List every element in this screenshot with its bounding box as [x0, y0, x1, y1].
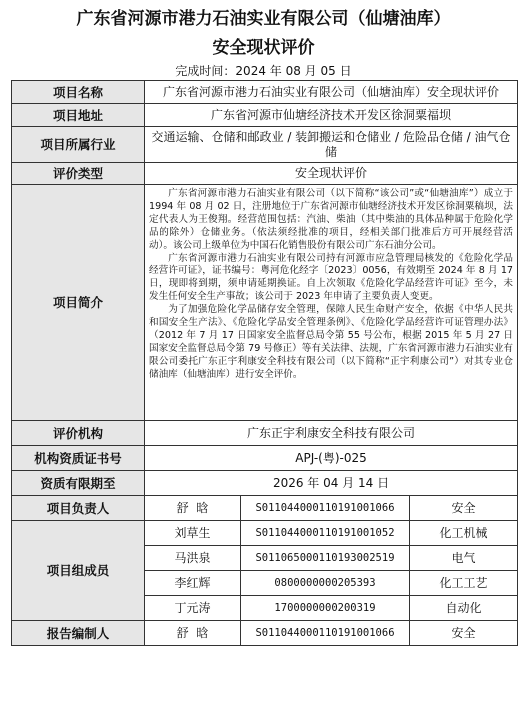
intro-paragraph: 广东省河源市港力石油实业有限公司持有河源市应急管理局核发的《危险化学品经营许可证》，证书编号：粤河危化经字〔2023〕0056，有效期至 2024 年 8 月 17 日，现即将到期，须申请延期换证。自上次领取《危险化学品经营许可证》至今，未发生任何安全生产事故；该公司于 2023 年申请了主要负责人变更。: [149, 252, 514, 303]
validity-label: 资质有限期至: [12, 471, 145, 496]
project-leader-label: 项目负责人: [12, 496, 145, 521]
person-field: 电气: [410, 546, 518, 571]
table-row: [12, 421, 518, 446]
project-name-value: 广东省河源市港力石油实业有限公司（仙塘油库）安全现状评价: [145, 81, 518, 104]
evaluation-type-value: 安全现状评价: [145, 163, 518, 185]
agency-label: 评价机构: [12, 421, 145, 446]
table-row: [12, 104, 518, 127]
project-members-label: 项目组成员: [12, 521, 145, 621]
project-intro-text: [145, 185, 518, 421]
person-name: 舒 晗: [145, 621, 241, 646]
agency-value: 广东正宇利康安全科技有限公司: [145, 421, 518, 446]
person-name: 刘草生: [145, 521, 241, 546]
person-name: 丁元涛: [145, 596, 241, 621]
person-name: 马洪泉: [145, 546, 241, 571]
person-name: 舒 晗: [145, 496, 241, 521]
table-row: [12, 185, 518, 421]
person-cert: S011044000110191001052: [241, 521, 410, 546]
person-cert: S011044000110191001066: [241, 496, 410, 521]
person-field: 化工工艺: [410, 571, 518, 596]
person-cert: S011044000110191001066: [241, 621, 410, 646]
evaluation-info-table: [11, 80, 518, 646]
table-row: [12, 127, 518, 163]
industry-value: 交通运输、仓储和邮政业 / 装卸搬运和仓储业 / 危险品仓储 / 油气仓储: [145, 127, 518, 163]
person-cert: 0800000000205393: [241, 571, 410, 596]
person-field: 化工机械: [410, 521, 518, 546]
table-row: [12, 446, 518, 471]
industry-label: 项目所属行业: [12, 127, 145, 163]
intro-paragraph: 广东省河源市港力石油实业有限公司（以下简称“该公司”或“仙塘油库”）成立于 1994 年 08 月 02 日，注册地位于广东省河源市仙塘经济技术开发区徐洞粟稿坝，法定代表人为王俊翔。经营范围包括：汽油、柴油（其中柴油的具体品种属于危险化学品的除外）仓储业务。（依法须经批准的项目，经相关部门批准后方可开展经营活动）。该公司上级单位为中国石化销售股份有限公司广东石油分公司。: [149, 188, 514, 251]
certificate-value: APJ-(粤)-025: [145, 446, 518, 471]
person-field: 安全: [410, 621, 518, 646]
intro-paragraph: 为了加强危险化学品储存安全管理，保障人民生命财产安全，依据《中华人民共和国安全生产法》、《危险化学品安全管理条例》、《危险化学品经营许可证管理办法》（2012 年 7 月 17 日国家安全监督总局令第 55 号公布，根据 2015 年 5 月 27 日国家安全监督总局令第 79 号修正）等有关法律、法规，广东省河源市港力石油实业有限公司委托广东正宇利康安全科技有限公司（以下简称“正宇利康公司”）对其专业仓储油库（仙塘油库）进行安全评价。: [149, 304, 514, 380]
table-row: [12, 81, 518, 104]
project-name-label: 项目名称: [12, 81, 145, 104]
evaluation-type-label: 评价类型: [12, 163, 145, 185]
table-row: [12, 621, 518, 646]
table-row: [12, 163, 518, 185]
completion-date: 完成时间：2024 年 08 月 05 日: [175, 64, 352, 78]
table-row: [12, 471, 518, 496]
document-subtitle: 安全现状评价: [212, 38, 315, 58]
person-field: 安全: [410, 496, 518, 521]
person-field: 自动化: [410, 596, 518, 621]
document-title: 广东省河源市港力石油实业有限公司（仙塘油库）: [76, 9, 451, 29]
project-address-label: 项目地址: [12, 104, 145, 127]
project-address-value: 广东省河源市仙塘经济技术开发区徐洞粟福坝: [145, 104, 518, 127]
report-writer-label: 报告编制人: [12, 621, 145, 646]
project-intro-label: 项目简介: [12, 185, 145, 421]
person-name: 李红辉: [145, 571, 241, 596]
validity-value: 2026 年 04 月 14 日: [145, 471, 518, 496]
certificate-label: 机构资质证书号: [12, 446, 145, 471]
table-row: [12, 496, 518, 521]
person-cert: S011065000110193002519: [241, 546, 410, 571]
person-cert: 1700000000200319: [241, 596, 410, 621]
table-row: [12, 521, 518, 546]
